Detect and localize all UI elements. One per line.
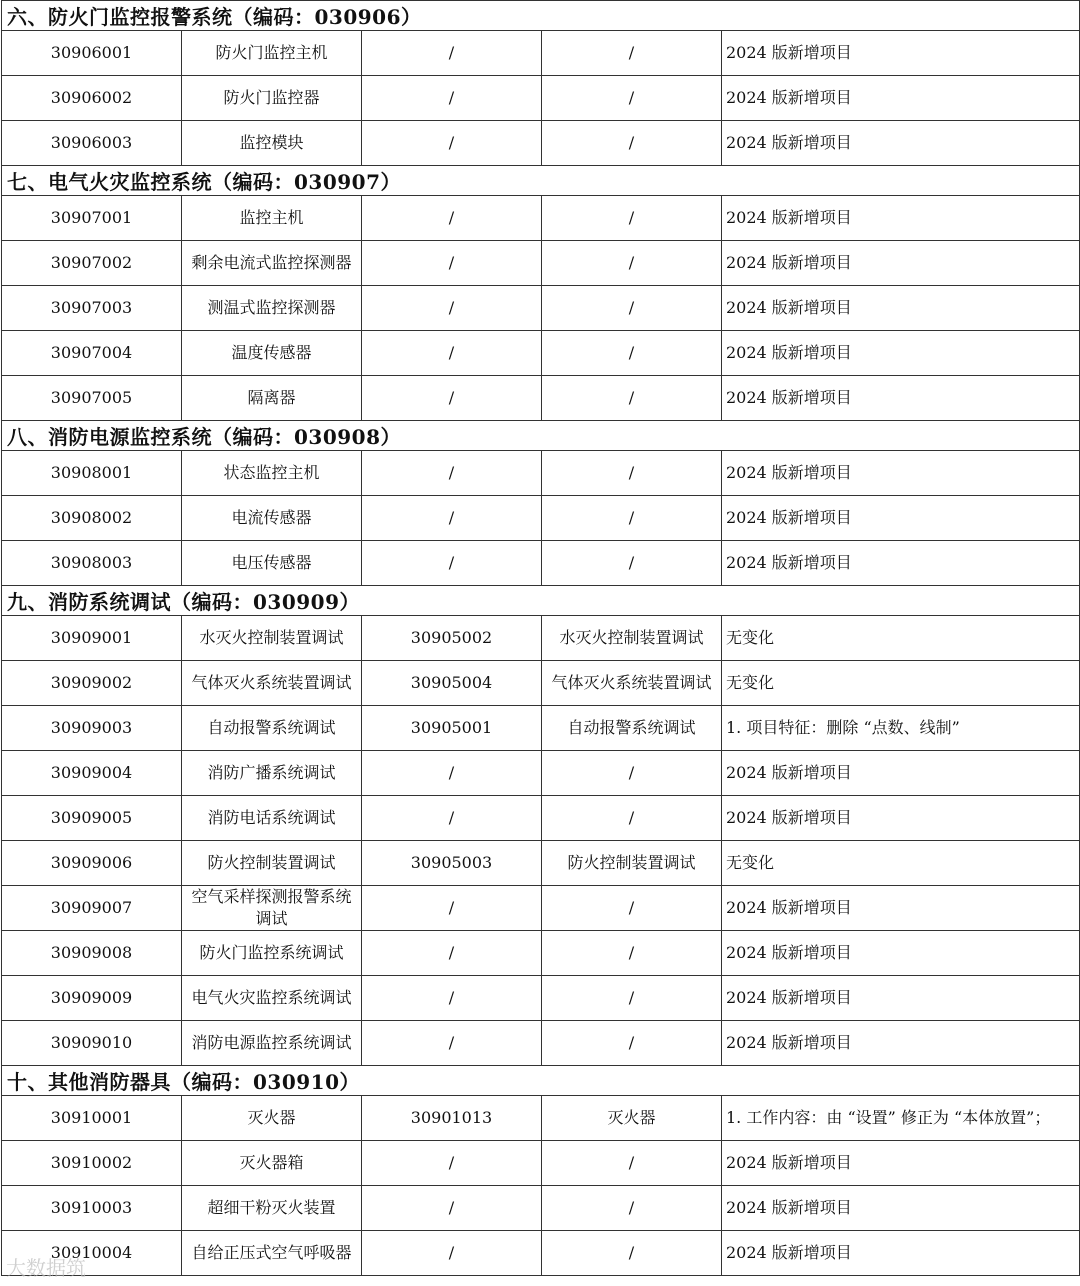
old-code-cell: / bbox=[362, 541, 542, 586]
item-code-cell: 30910004 bbox=[2, 1231, 182, 1276]
old-name-cell: / bbox=[542, 121, 722, 166]
old-code-cell: / bbox=[362, 886, 542, 931]
item-name-cell: 消防电话系统调试 bbox=[182, 796, 362, 841]
table-row bbox=[2, 1141, 1080, 1186]
table-row bbox=[2, 496, 1080, 541]
change-note-cell: 2024 版新增项目 bbox=[722, 931, 1080, 976]
change-note-cell: 2024 版新增项目 bbox=[722, 1141, 1080, 1186]
old-name-cell: 自动报警系统调试 bbox=[542, 706, 722, 751]
item-code-cell: 30909008 bbox=[2, 931, 182, 976]
item-code-cell: 30907002 bbox=[2, 241, 182, 286]
table-row bbox=[2, 376, 1080, 421]
old-code-cell: 30905004 bbox=[362, 661, 542, 706]
old-name-cell: / bbox=[542, 796, 722, 841]
item-code-cell: 30906001 bbox=[2, 31, 182, 76]
item-name-cell: 隔离器 bbox=[182, 376, 362, 421]
table-row bbox=[2, 286, 1080, 331]
old-code-cell: / bbox=[362, 1186, 542, 1231]
section-header-row bbox=[2, 586, 1080, 616]
change-note-cell: 1. 项目特征：删除 “点数、线制” bbox=[722, 706, 1080, 751]
old-name-cell: / bbox=[542, 886, 722, 931]
old-name-cell: / bbox=[542, 1231, 722, 1276]
change-note-cell: 无变化 bbox=[722, 616, 1080, 661]
item-name-cell: 电压传感器 bbox=[182, 541, 362, 586]
table-row bbox=[2, 706, 1080, 751]
old-code-cell: 30905003 bbox=[362, 841, 542, 886]
old-name-cell: / bbox=[542, 1141, 722, 1186]
item-name-cell: 超细干粉灭火装置 bbox=[182, 1186, 362, 1231]
item-name-cell: 水灭火控制装置调试 bbox=[182, 616, 362, 661]
old-code-cell: / bbox=[362, 496, 542, 541]
item-code-cell: 30910002 bbox=[2, 1141, 182, 1186]
table-row bbox=[2, 751, 1080, 796]
table-row bbox=[2, 76, 1080, 121]
change-note-cell: 2024 版新增项目 bbox=[722, 1021, 1080, 1066]
item-name-cell: 状态监控主机 bbox=[182, 451, 362, 496]
section-title: 七、电气火灾监控系统（编码：030907） bbox=[2, 166, 1080, 196]
item-code-cell: 30910001 bbox=[2, 1096, 182, 1141]
change-note-cell: 2024 版新增项目 bbox=[722, 1186, 1080, 1231]
old-code-cell: / bbox=[362, 1141, 542, 1186]
old-code-cell: / bbox=[362, 286, 542, 331]
item-name-cell: 防火门监控主机 bbox=[182, 31, 362, 76]
item-name-cell: 防火门监控器 bbox=[182, 76, 362, 121]
table-row bbox=[2, 1021, 1080, 1066]
item-code-cell: 30909003 bbox=[2, 706, 182, 751]
item-name-cell: 自动报警系统调试 bbox=[182, 706, 362, 751]
item-name-cell: 测温式监控探测器 bbox=[182, 286, 362, 331]
section-header-row bbox=[2, 166, 1080, 196]
item-name-cell: 自给正压式空气呼吸器 bbox=[182, 1231, 362, 1276]
item-name-cell: 电气火灾监控系统调试 bbox=[182, 976, 362, 1021]
change-note-cell: 2024 版新增项目 bbox=[722, 541, 1080, 586]
item-code-cell: 30907003 bbox=[2, 286, 182, 331]
old-code-cell: / bbox=[362, 196, 542, 241]
item-name-cell: 防火门监控系统调试 bbox=[182, 931, 362, 976]
item-name-cell: 灭火器箱 bbox=[182, 1141, 362, 1186]
old-code-cell: / bbox=[362, 31, 542, 76]
change-note-cell: 2024 版新增项目 bbox=[722, 751, 1080, 796]
watermark: 大数据筑 bbox=[6, 1256, 86, 1280]
item-name-cell: 灭火器 bbox=[182, 1096, 362, 1141]
old-name-cell: / bbox=[542, 196, 722, 241]
item-name-cell: 气体灭火系统装置调试 bbox=[182, 661, 362, 706]
change-note-cell: 2024 版新增项目 bbox=[722, 286, 1080, 331]
old-name-cell: / bbox=[542, 331, 722, 376]
table-row bbox=[2, 451, 1080, 496]
table-row bbox=[2, 241, 1080, 286]
old-name-cell: / bbox=[542, 76, 722, 121]
item-code-cell: 30910003 bbox=[2, 1186, 182, 1231]
change-note-cell: 1. 工作内容：由 “设置” 修正为 “本体放置”； bbox=[722, 1096, 1080, 1141]
item-code-cell: 30909009 bbox=[2, 976, 182, 1021]
item-code-cell: 30908002 bbox=[2, 496, 182, 541]
old-name-cell: / bbox=[542, 541, 722, 586]
table-row bbox=[2, 841, 1080, 886]
table-row bbox=[2, 931, 1080, 976]
change-note-cell: 2024 版新增项目 bbox=[722, 241, 1080, 286]
table-row bbox=[2, 1231, 1080, 1276]
item-name-cell: 温度传感器 bbox=[182, 331, 362, 376]
change-note-cell: 2024 版新增项目 bbox=[722, 496, 1080, 541]
item-code-cell: 30908001 bbox=[2, 451, 182, 496]
old-code-cell: / bbox=[362, 331, 542, 376]
table-row bbox=[2, 976, 1080, 1021]
comparison-table bbox=[1, 0, 1080, 1276]
item-code-cell: 30907004 bbox=[2, 331, 182, 376]
old-name-cell: / bbox=[542, 376, 722, 421]
item-code-cell: 30909002 bbox=[2, 661, 182, 706]
old-name-cell: / bbox=[542, 286, 722, 331]
table-row bbox=[2, 196, 1080, 241]
item-name-cell: 监控主机 bbox=[182, 196, 362, 241]
table-row bbox=[2, 31, 1080, 76]
item-code-cell: 30907005 bbox=[2, 376, 182, 421]
old-code-cell: / bbox=[362, 121, 542, 166]
change-note-cell: 2024 版新增项目 bbox=[722, 331, 1080, 376]
old-name-cell: / bbox=[542, 451, 722, 496]
table-row bbox=[2, 1096, 1080, 1141]
old-code-cell: / bbox=[362, 796, 542, 841]
old-name-cell: / bbox=[542, 1021, 722, 1066]
old-code-cell: / bbox=[362, 1021, 542, 1066]
table-row bbox=[2, 1186, 1080, 1231]
table-row bbox=[2, 121, 1080, 166]
old-name-cell: 防火控制装置调试 bbox=[542, 841, 722, 886]
change-note-cell: 2024 版新增项目 bbox=[722, 196, 1080, 241]
old-name-cell: 灭火器 bbox=[542, 1096, 722, 1141]
item-code-cell: 30906003 bbox=[2, 121, 182, 166]
change-note-cell: 2024 版新增项目 bbox=[722, 796, 1080, 841]
old-code-cell: / bbox=[362, 241, 542, 286]
old-code-cell: / bbox=[362, 751, 542, 796]
change-note-cell: 2024 版新增项目 bbox=[722, 376, 1080, 421]
item-code-cell: 30909006 bbox=[2, 841, 182, 886]
old-name-cell: / bbox=[542, 931, 722, 976]
change-note-cell: 2024 版新增项目 bbox=[722, 976, 1080, 1021]
old-name-cell: 气体灭火系统装置调试 bbox=[542, 661, 722, 706]
old-name-cell: / bbox=[542, 241, 722, 286]
table-row bbox=[2, 331, 1080, 376]
table-row bbox=[2, 541, 1080, 586]
table-row bbox=[2, 796, 1080, 841]
old-name-cell: / bbox=[542, 976, 722, 1021]
old-code-cell: / bbox=[362, 451, 542, 496]
item-name-cell: 消防广播系统调试 bbox=[182, 751, 362, 796]
change-note-cell: 2024 版新增项目 bbox=[722, 1231, 1080, 1276]
change-note-cell: 2024 版新增项目 bbox=[722, 76, 1080, 121]
item-name-cell: 电流传感器 bbox=[182, 496, 362, 541]
old-name-cell: / bbox=[542, 1186, 722, 1231]
change-note-cell: 无变化 bbox=[722, 841, 1080, 886]
item-code-cell: 30909007 bbox=[2, 886, 182, 931]
item-code-cell: 30906002 bbox=[2, 76, 182, 121]
old-name-cell: / bbox=[542, 496, 722, 541]
old-code-cell: / bbox=[362, 1231, 542, 1276]
old-code-cell: 30905001 bbox=[362, 706, 542, 751]
section-title: 六、防火门监控报警系统（编码：030906） bbox=[2, 1, 1080, 31]
change-note-cell: 2024 版新增项目 bbox=[722, 121, 1080, 166]
item-code-cell: 30909005 bbox=[2, 796, 182, 841]
change-note-cell: 2024 版新增项目 bbox=[722, 451, 1080, 496]
item-code-cell: 30908003 bbox=[2, 541, 182, 586]
item-code-cell: 30909010 bbox=[2, 1021, 182, 1066]
table-row bbox=[2, 661, 1080, 706]
item-code-cell: 30909001 bbox=[2, 616, 182, 661]
change-note-cell: 2024 版新增项目 bbox=[722, 886, 1080, 931]
item-code-cell: 30909004 bbox=[2, 751, 182, 796]
old-name-cell: 水灭火控制装置调试 bbox=[542, 616, 722, 661]
item-name-cell: 监控模块 bbox=[182, 121, 362, 166]
section-header-row bbox=[2, 421, 1080, 451]
change-note-cell: 无变化 bbox=[722, 661, 1080, 706]
old-name-cell: / bbox=[542, 751, 722, 796]
old-code-cell: 30901013 bbox=[362, 1096, 542, 1141]
old-code-cell: / bbox=[362, 976, 542, 1021]
item-code-cell: 30907001 bbox=[2, 196, 182, 241]
old-code-cell: / bbox=[362, 931, 542, 976]
old-code-cell: / bbox=[362, 376, 542, 421]
section-header-row bbox=[2, 1066, 1080, 1096]
item-name-cell: 空气采样探测报警系统调试 bbox=[182, 886, 362, 931]
old-code-cell: 30905002 bbox=[362, 616, 542, 661]
section-title: 九、消防系统调试（编码：030909） bbox=[2, 586, 1080, 616]
item-name-cell: 消防电源监控系统调试 bbox=[182, 1021, 362, 1066]
table-row bbox=[2, 616, 1080, 661]
old-code-cell: / bbox=[362, 76, 542, 121]
section-title: 十、其他消防器具（编码：030910） bbox=[2, 1066, 1080, 1096]
item-name-cell: 防火控制装置调试 bbox=[182, 841, 362, 886]
old-name-cell: / bbox=[542, 31, 722, 76]
table-row bbox=[2, 886, 1080, 931]
section-header-row bbox=[2, 1, 1080, 31]
section-title: 八、消防电源监控系统（编码：030908） bbox=[2, 421, 1080, 451]
item-name-cell: 剩余电流式监控探测器 bbox=[182, 241, 362, 286]
change-note-cell: 2024 版新增项目 bbox=[722, 31, 1080, 76]
